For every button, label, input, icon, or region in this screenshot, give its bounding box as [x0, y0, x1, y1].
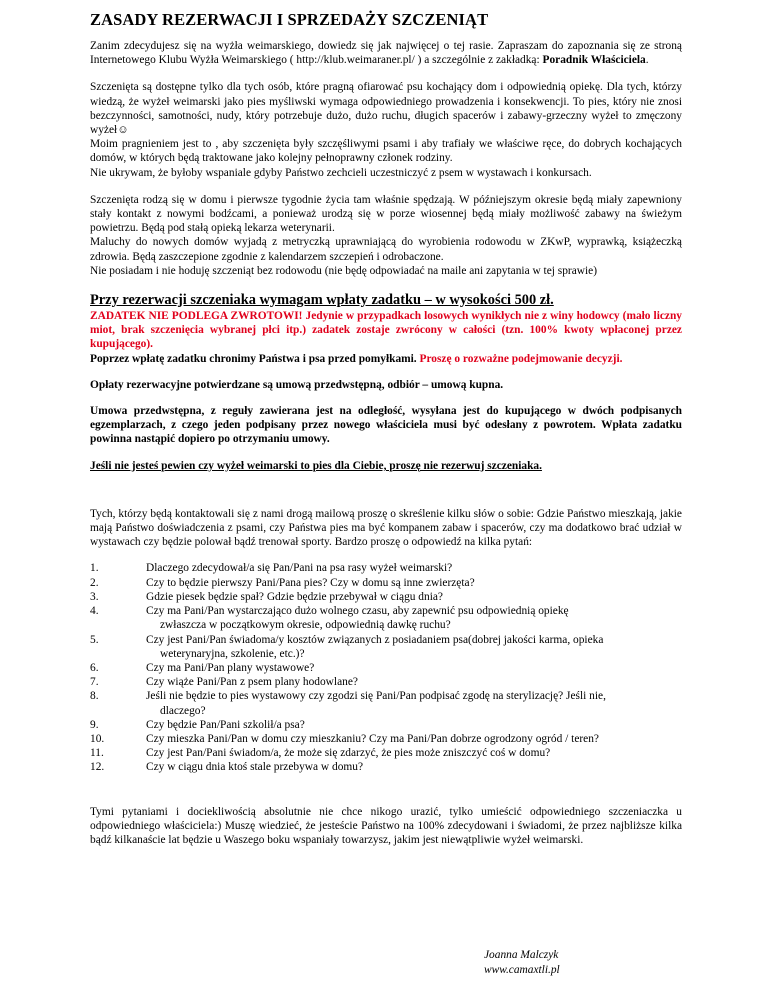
intro-text: Zanim zdecydujesz się na wyżła weimarskiego, dowiedz się jak najwięcej o tej rasie. Zapraszam do zapoznania się ze stroną Internetowego Klubu Wyżła Weimarskiego ( http://klub.weimaraner.pl/ ) a szczególnie z zakładką: [90, 40, 682, 67]
home-paragraph-line2: Maluchy do nowych domów wyjadą z metryczką uprawniającą do wyrobienia rodowodu w ZKwP, wyprawką, książeczką zdrowia. Będą zaszczepione zgodnie z kalendarzem szczepień i odrobaczone. [90, 236, 682, 263]
protect-text: Poprzez wpłatę zadatku chronimy Państwa i psa przed pomyłkami. [90, 352, 420, 365]
no-refund-notice: ZADATEK NIE PODLEGA ZWROTOWI! Jedynie w przypadkach losowych wynikłych nie z winy hodowcy (mało liczny miot, brak szczenięcia wybranej płci itp.) zadatek zostaje zwrócony w całości (tzn. 100% kwoty wpłaconej przez kupującego). [90, 310, 682, 351]
closing-paragraph: Tymi pytaniami i dociekliwością absolutnie nie chce nikogo urazić, tylko umieścić odpowiedniego szczeniaczka u odpowiedniego właściciela:) Muszę wiedzieć, że jesteście Państwo na 100% zdecydowani i świadomi, że przez najbliższe kilka bądź kilkanaście lat będzie u Waszego boku wspaniały towarzysz, jakim jest niewątpliwie wyżeł weimarski. [90, 805, 682, 846]
home-paragraph-line3: Nie posiadam i nie hoduję szczeniąt bez rodowodu (nie będę odpowiadać na maile ani zapytania w tej sprawie) [90, 264, 598, 277]
list-item: 10. Czy mieszka Pani/Pan w domu czy mieszkaniu? Czy ma Pani/Pan dobrze ogrodzony ogród / teren? [90, 732, 599, 745]
list-item: 9. Czy będzie Pan/Pani szkolił/a psa? [90, 718, 305, 731]
guide-link-label: Poradnik Właściciela [542, 54, 646, 67]
list-item: 8. Jeśli nie będzie to pies wystawowy czy zgodzi się Pani/Pan podpisać zgodę na sterylizację? Jeśli nie, dlaczego? [90, 690, 606, 717]
contact-intro-paragraph: Tych, którzy będą kontaktowali się z nami drogą mailową proszę o skreślenie kilku słów o sobie: Gdzie Państwo mieszkają, jakie mają Państwo doświadczenia z psami, czy Państwa pies ma być kompanem zabaw i spacerów, czy ma dodatkowo brać udział w wystawach czy będzie polował bądź trenował sporty. Bardzo proszę o odpowiedź na kilka pytań: [90, 507, 682, 549]
intro-paragraph [90, 39, 682, 67]
intro-end: . [645, 54, 649, 67]
list-item: 2. Czy to będzie pierwszy Pani/Pana pies? Czy w domu są inne zwierzęta? [90, 576, 475, 589]
document-title: ZASADY REZERWACJI I SPRZEDAŻY SZCZENIĄT [90, 10, 489, 29]
list-item: 3. Gdzie piesek będzie spał? Gdzie będzie przebywał w ciągu dnia? [90, 590, 443, 603]
home-paragraph-line1: Szczenięta rodzą się w domu i pierwsze tygodnie życia tam właśnie spędzają. W późniejszym okresie będą miały zapewniony stały kontakt z nowymi bodźcami, a ponieważ urodzą się w porze wiosennej będą miały możliwość zabawy na świeżym powietrzu. Będą pod stałą opieką lekarza weterynarii. [90, 193, 682, 235]
offer-paragraph-line3: Nie ukrywam, że byłoby wspaniale gdyby Państwo zechcieli uczestniczyć z psem w wystawach i konkursach. [90, 166, 592, 179]
signature-block [484, 948, 560, 978]
signature-name: Joanna Malczyk [484, 949, 559, 961]
list-item: 6. Czy ma Pani/Pan plany wystawowe? [90, 661, 315, 674]
list-item: 11. Czy jest Pan/Pani świadom/a, że może się zdarzyć, że pies może zniszczyć coś w domu? [90, 747, 551, 760]
signature-site: www.camaxtli.pl [484, 964, 560, 976]
warning-paragraph: Jeśli nie jesteś pewien czy wyżeł weimarski to pies dla Ciebie, proszę nie rezerwuj szczeniaka. [90, 459, 542, 472]
protect-red-text: Proszę o rozważne podejmowanie decyzji. [419, 352, 623, 365]
list-item: 7. Czy wiąże Pani/Pan z psem plany hodowlane? [90, 676, 358, 689]
list-item: 5. Czy jest Pani/Pan świadoma/y kosztów związanych z posiadaniem psa(dobrej jakości karma, opieka weterynaryjna, szkolenie, etc.)? [90, 633, 604, 660]
offer-paragraph-line2: Moim pragnieniem jest to , aby szczenięta były szczęśliwymi psami i aby trafiały we właściwe ręce, do dobrych kochających domów, w których będą traktowane jako kolejny pełnoprawny członek rodziny. [90, 138, 682, 165]
list-item: 4. Czy ma Pani/Pan wystarczająco dużo wolnego czasu, aby zapewnić psu odpowiednią opiekę zwłaszcza w początkowym okresie, odpowiednią dawkę ruchu? [90, 605, 569, 632]
list-item: 1. Dlaczego zdecydował/a się Pan/Pani na psa rasy wyżeł weimarski? [90, 562, 453, 575]
offer-paragraph-line1: Szczenięta są dostępne tylko dla tych osób, które pragną ofiarować psu kochający dom i odpowiednią opiekę. Dla tych, którzy wiedzą, że wyżeł weimarski jako pies myśliwski wymaga odpowiedniego prowadzenia i konsekwencji. To pies, który nie znosi bezczynności, samotności, nudy, który potrzebuje dużo, dużo ruchu, długich spacerów i zabawy-grzeczny wyżeł to zmęczony wyżeł☺ [90, 81, 682, 137]
questions-list [90, 561, 682, 774]
contract-paragraph: Umowa przedwstępna, z reguły zawierana jest na odległość, wysyłana jest do kupującego w dwóch podpisanych egzemplarzach, z czego jeden podpisany przez nowego właściciela musi być odesłany z powrotem. Wpłata zadatku powinna nastąpić dopiero po otrzymaniu umowy. [90, 405, 682, 446]
protect-paragraph [90, 352, 682, 366]
reservation-heading: Przy rezerwacji szczeniaka wymagam wpłaty zadatku – w wysokości 500 zł. [90, 292, 554, 309]
list-item: 12. Czy w ciągu dnia ktoś stale przebywa w domu? [90, 761, 363, 774]
fees-paragraph: Opłaty rezerwacyjne potwierdzane są umową przedwstępną, odbiór – umową kupna. [90, 378, 504, 391]
